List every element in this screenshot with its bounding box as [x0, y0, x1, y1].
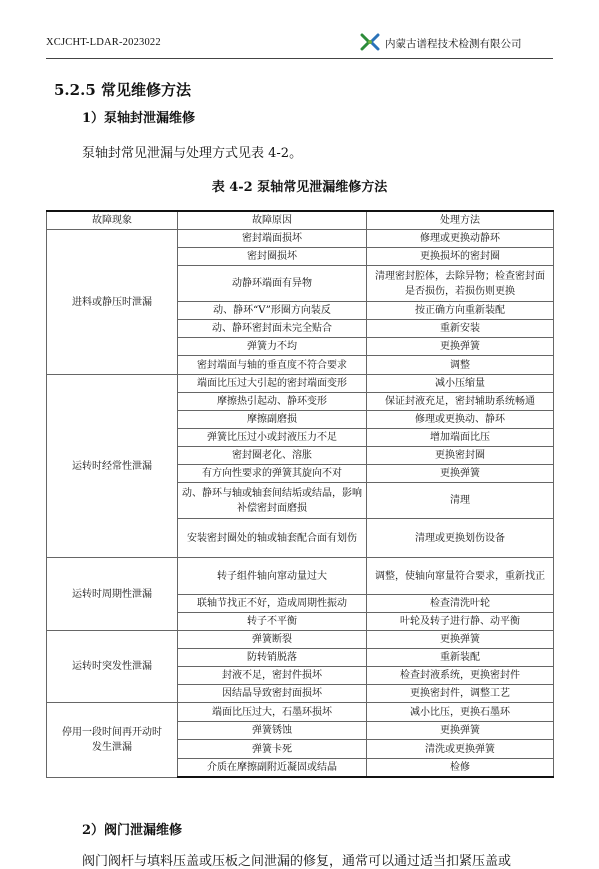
cause-cell: 弹簧锈蚀 — [178, 722, 367, 740]
method-cell: 保证封液充足，密封辅助系统畅通 — [367, 393, 554, 411]
table-caption: 表 4-2 泵轴常见泄漏维修方法 — [211, 180, 388, 195]
phenomenon-cell: 停用一段时间再开动时发生泄漏 — [47, 703, 178, 778]
body-paragraph: 泵轴封常见泄漏与处理方式见表 4-2。 — [82, 146, 303, 161]
method-cell: 按正确方向重新装配 — [367, 302, 554, 320]
subsection-heading-pump-seal: 1）泵轴封泄漏维修 — [82, 111, 196, 126]
cause-cell: 动、静环密封面未完全贴合 — [178, 320, 367, 338]
cause-cell: 密封端面与轴的垂直度不符合要求 — [178, 356, 367, 375]
cause-cell: 介质在摩擦副附近凝固或结晶 — [178, 759, 367, 778]
table-body — [47, 230, 554, 778]
page-header — [46, 30, 553, 58]
cause-cell: 联轴节找正不好，造成周期性振动 — [178, 595, 367, 613]
cause-cell: 因结晶导致密封面损坏 — [178, 685, 367, 703]
cause-cell: 转子组件轴向窜动量过大 — [178, 558, 367, 595]
method-cell: 调整 — [367, 356, 554, 375]
company-name: 内蒙古谱程技术检测有限公司 — [385, 38, 522, 50]
company-logo-icon — [360, 32, 380, 52]
method-cell: 清洗或更换弹簧 — [367, 740, 554, 759]
method-cell: 调整，使轴向窜量符合要求，重新找正 — [367, 558, 554, 595]
cause-cell: 摩擦热引起动、静环变形 — [178, 393, 367, 411]
repair-method-table — [46, 210, 554, 778]
method-cell: 减小压缩量 — [367, 375, 554, 393]
phenomenon-cell: 运转时经常性泄漏 — [47, 375, 178, 558]
phenomenon-cell: 进料或静压时泄漏 — [47, 230, 178, 375]
column-header-method: 处理方法 — [367, 211, 554, 230]
table-row — [47, 230, 554, 248]
cause-cell: 密封圈损坏 — [178, 248, 367, 266]
section-title: 5.2.5 常见维修方法 — [54, 81, 191, 99]
cause-cell: 动静环端面有异物 — [178, 266, 367, 302]
method-cell: 重新装配 — [367, 649, 554, 667]
cause-cell: 端面比压过大引起的密封端面变形 — [178, 375, 367, 393]
method-cell: 清理密封腔体，去除异物；检查密封面是否损伤，若损伤则更换 — [367, 266, 554, 302]
method-cell: 增加端面比压 — [367, 429, 554, 447]
phenomenon-cell: 运转时突发性泄漏 — [47, 631, 178, 703]
column-header-phenomenon: 故障现象 — [47, 211, 178, 230]
table-row — [47, 558, 554, 595]
body-paragraph-valve: 阀门阀杆与填料压盖或压板之间泄漏的修复，通常可以通过适当扣紧压盖或 — [82, 854, 512, 869]
method-cell: 修理或更换动静环 — [367, 230, 554, 248]
document-id: XCJCHT-LDAR-2023022 — [46, 37, 161, 48]
method-cell: 更换弹簧 — [367, 722, 554, 740]
method-cell: 检查封液系统，更换密封件 — [367, 667, 554, 685]
method-cell: 更换弹簧 — [367, 465, 554, 483]
method-cell: 清理或更换划伤设备 — [367, 519, 554, 558]
cause-cell: 弹簧卡死 — [178, 740, 367, 759]
cause-cell: 封液不足，密封件损坏 — [178, 667, 367, 685]
cause-cell: 摩擦副磨损 — [178, 411, 367, 429]
cause-cell: 密封端面损坏 — [178, 230, 367, 248]
method-cell: 叶轮及转子进行静、动平衡 — [367, 613, 554, 631]
cause-cell: 有方向性要求的弹簧其旋向不对 — [178, 465, 367, 483]
method-cell: 更换弹簧 — [367, 338, 554, 356]
method-cell: 检修 — [367, 759, 554, 778]
cause-cell: 防转销脱落 — [178, 649, 367, 667]
method-cell: 减小比压，更换石墨环 — [367, 703, 554, 722]
cause-cell: 端面比压过大，石墨环损坏 — [178, 703, 367, 722]
cause-cell: 动、静环“V”形圈方向装反 — [178, 302, 367, 320]
method-cell: 更换弹簧 — [367, 631, 554, 649]
table-row — [47, 703, 554, 722]
phenomenon-cell: 运转时周期性泄漏 — [47, 558, 178, 631]
table-row — [47, 375, 554, 393]
table-header-row — [47, 211, 554, 230]
subsection-heading-valve: 2）阀门泄漏维修 — [82, 823, 183, 838]
method-cell: 清理 — [367, 483, 554, 519]
cause-cell: 弹簧比压过小或封液压力不足 — [178, 429, 367, 447]
method-cell: 重新安装 — [367, 320, 554, 338]
method-cell: 更换损坏的密封圈 — [367, 248, 554, 266]
column-header-cause: 故障原因 — [178, 211, 367, 230]
cause-cell: 弹簧力不均 — [178, 338, 367, 356]
cause-cell: 动、静环与轴或轴套间结垢或结晶，影响补偿密封面磨损 — [178, 483, 367, 519]
method-cell: 检查清洗叶轮 — [367, 595, 554, 613]
method-cell: 更换密封圈 — [367, 447, 554, 465]
method-cell: 更换密封件，调整工艺 — [367, 685, 554, 703]
cause-cell: 弹簧断裂 — [178, 631, 367, 649]
cause-cell: 安装密封圈处的轴或轴套配合面有划伤 — [178, 519, 367, 558]
method-cell: 修理或更换动、静环 — [367, 411, 554, 429]
cause-cell: 转子不平衡 — [178, 613, 367, 631]
table-row — [47, 631, 554, 649]
header-divider — [46, 58, 553, 59]
cause-cell: 密封圈老化、溶胀 — [178, 447, 367, 465]
